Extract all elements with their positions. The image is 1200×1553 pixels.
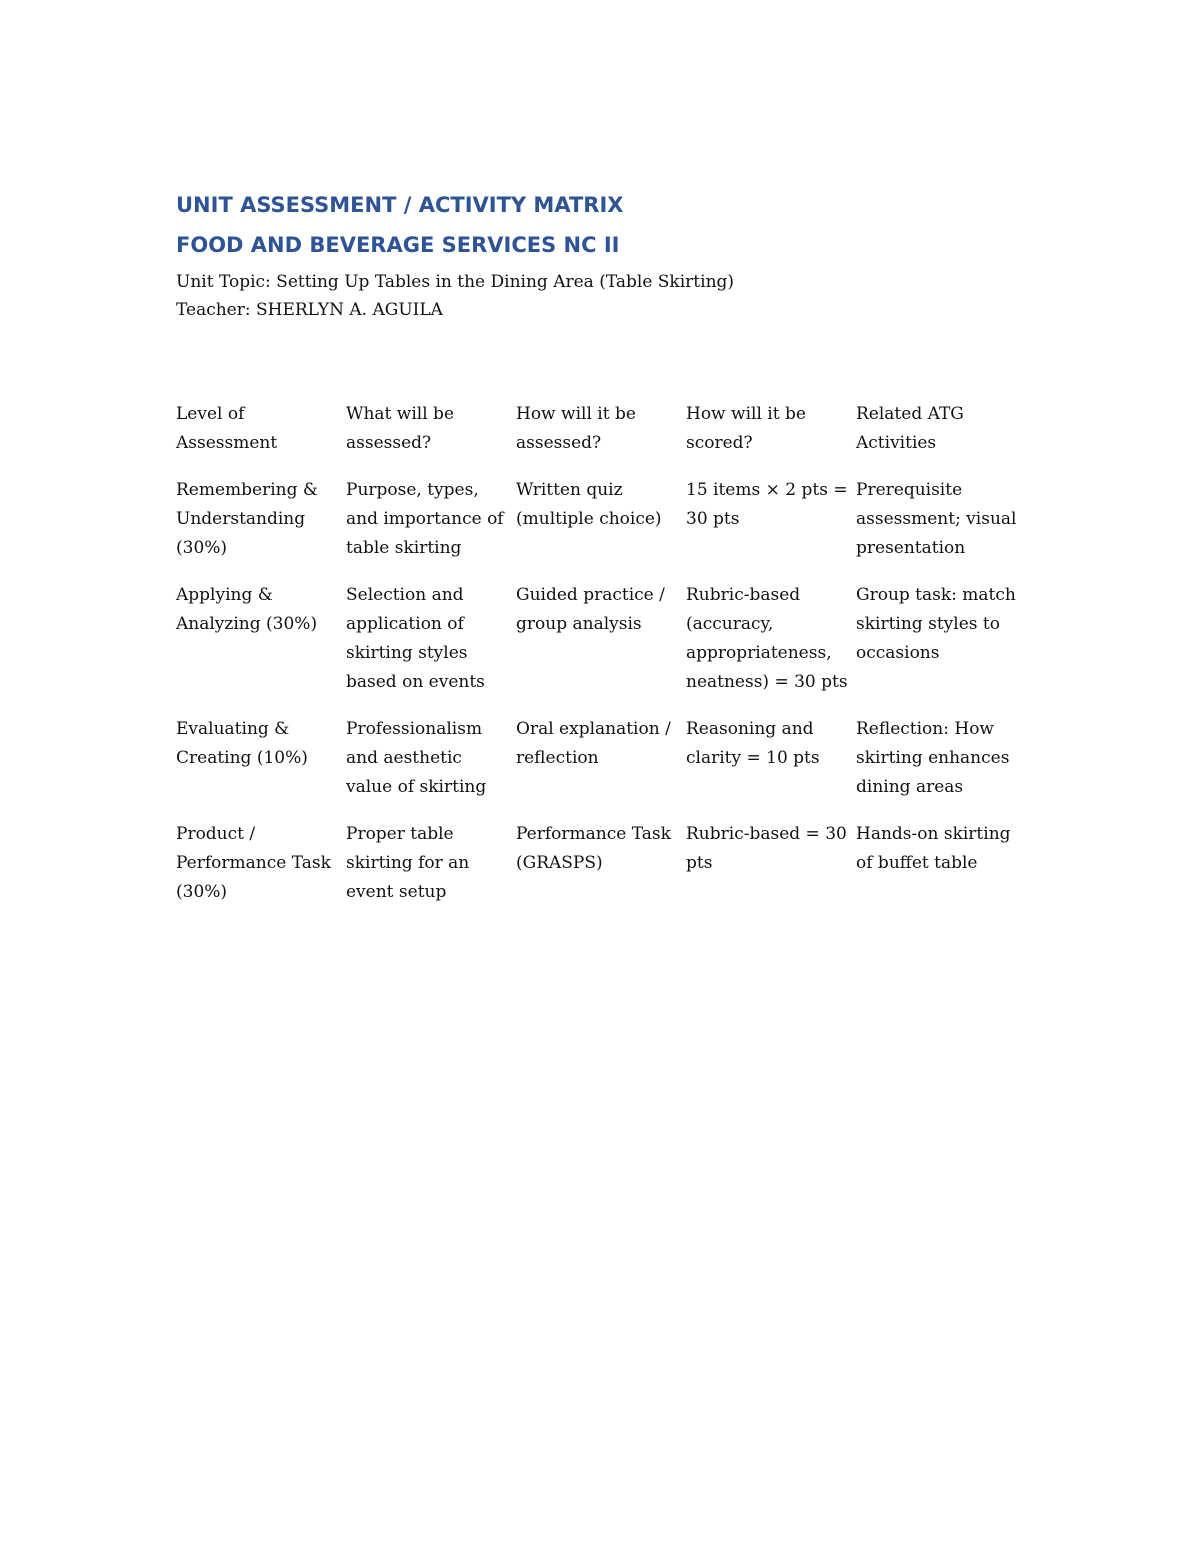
document-title: UNIT ASSESSMENT / ACTIVITY MATRIX (176, 193, 624, 217)
teacher-name: Teacher: SHERLYN A. AGUILA (176, 300, 443, 320)
level-cell: Remembering & Understanding (30%) (176, 480, 319, 558)
activities-cell: Group task: match skirting styles to occasions (856, 585, 1016, 663)
header-level-of-assessment: Level of Assessment (176, 404, 278, 453)
header-what-assessed: What will be assessed? (346, 404, 455, 453)
table-row (176, 820, 1026, 925)
level-cell: Product / Performance Task (30%) (176, 824, 331, 902)
assessment-matrix-table (176, 400, 1026, 925)
how-assessed-cell: Oral explanation / reflection (516, 719, 671, 768)
document-header (176, 190, 1026, 324)
what-cell: Selection and application of skirting styles based on events (346, 585, 485, 692)
what-cell: Purpose, types, and importance of table skirting (346, 480, 504, 558)
table-header-row (176, 400, 1026, 476)
level-cell: Applying & Analyzing (30%) (176, 585, 318, 634)
table-row (176, 715, 1026, 820)
how-scored-cell: 15 items × 2 pts = 30 pts (686, 480, 848, 529)
header-how-scored: How will it be scored? (686, 404, 806, 453)
how-scored-cell: Rubric-based = 30 pts (686, 824, 847, 873)
header-how-assessed: How will it be assessed? (516, 404, 636, 453)
table-row (176, 476, 1026, 581)
level-cell: Evaluating & Creating (10%) (176, 719, 308, 768)
how-scored-cell: Rubric-based (accuracy, appropriateness, neatness) = 30 pts (686, 585, 848, 692)
activities-cell: Reflection: How skirting enhances dining areas (856, 719, 1010, 797)
how-assessed-cell: Written quiz (multiple choice) (516, 480, 662, 529)
table-header (176, 400, 1026, 476)
how-assessed-cell: Performance Task (GRASPS) (516, 824, 671, 873)
how-assessed-cell: Guided practice / group analysis (516, 585, 665, 634)
how-scored-cell: Reasoning and clarity = 10 pts (686, 719, 820, 768)
what-cell: Proper table skirting for an event setup (346, 824, 470, 902)
table-row (176, 581, 1026, 715)
document-subtitle: FOOD AND BEVERAGE SERVICES NC II (176, 233, 620, 257)
unit-topic: Unit Topic: Setting Up Tables in the Dining Area (Table Skirting) (176, 272, 735, 292)
activities-cell: Prerequisite assessment; visual presentation (856, 480, 1017, 558)
document-meta (176, 268, 1026, 324)
header-related-activities: Related ATG Activities (856, 404, 964, 453)
what-cell: Professionalism and aesthetic value of skirting (346, 719, 487, 797)
activities-cell: Hands-on skirting of buffet table (856, 824, 1011, 873)
table-body (176, 476, 1026, 925)
